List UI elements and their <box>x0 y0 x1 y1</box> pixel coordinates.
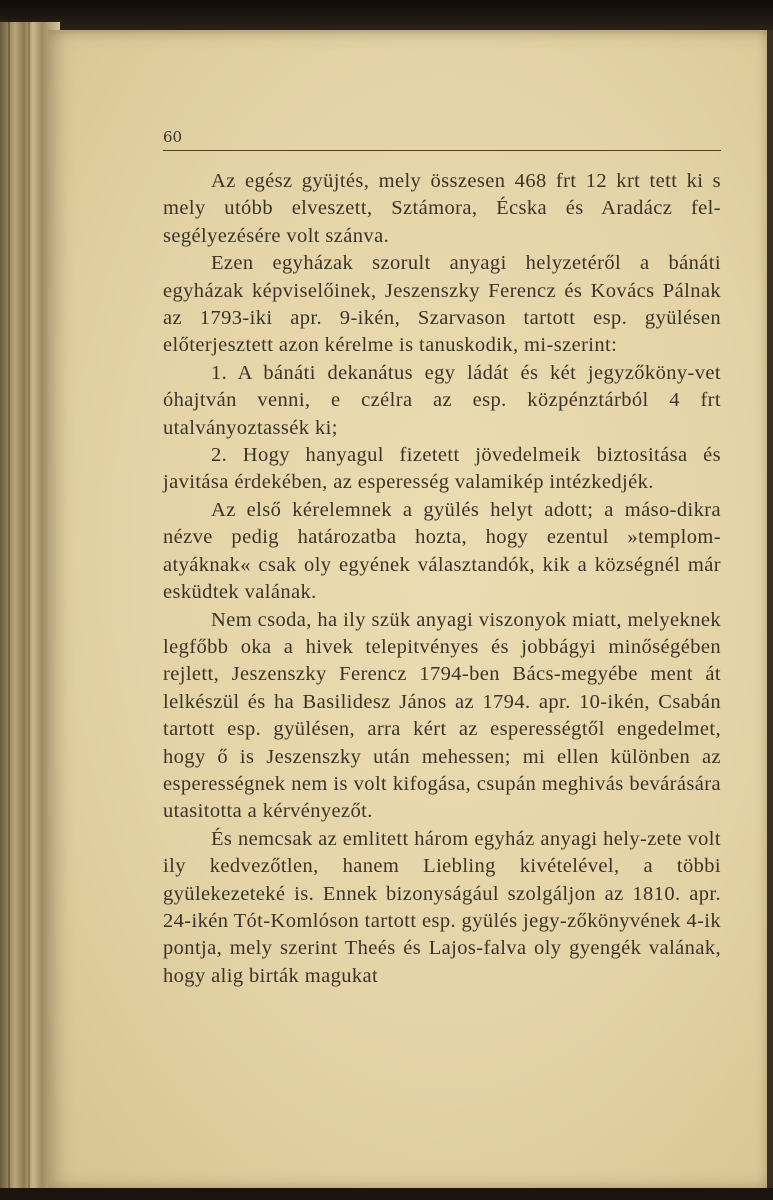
page-header <box>163 128 721 151</box>
paragraph: 1. A bánáti dekanátus egy ládát és két jegyzőköny-vet óhajtván venni, e czélra az esp. közpénztárból 4 frt utalványoztassék ki; <box>163 361 721 439</box>
paragraph: Az egész gyüjtés, mely összesen 468 frt 12 krt tett ki s mely utóbb elveszett, Sztámora, Écska és Aradácz fel-segélyezésére volt szánva. <box>163 170 721 247</box>
paragraph: Ezen egyházak szorult anyagi helyzetéről a bánáti egyházak képviselőinek, Jeszenszky Ferencz és Kovács Pálnak az 1793-iki apr. 9-ikén, Szarvason tartott esp. gyülésen előterjesztett azon kérelme is tanuskodik, mi-szerint: <box>163 252 721 357</box>
paragraph: 2. Hogy hanyagul fizetett jövedelmeik biztositása és javitása érdekében, az esperesség valamikép intézkedjék. <box>163 444 721 494</box>
body-text <box>163 168 721 990</box>
right-edge <box>767 30 773 1190</box>
page-number: 60 <box>163 128 183 146</box>
paragraph: És nemcsak az emlitett három egyház anyagi hely-zete volt ily kedvezőtlen, hanem Liebling kivételével, a többi gyülekezeteké is. Ennek bizonyságául szolgáljon az 1810. apr. 24-ikén Tót-Komlóson tartott esp. gyülés jegy-zőkönyvének 4-ik pontja, mely szerint Theés és Lajos-falva oly gyengék valának, hogy alig birták magukat <box>163 827 721 987</box>
paragraph: Az első kérelemnek a gyülés helyt adott; a máso-dikra nézve pedig határozatba hozta, hogy ezentul »templom-atyáknak« csak oly egyének választandók, kik a községnél már esküdtek valának. <box>163 498 721 604</box>
top-shadow <box>0 0 773 30</box>
paragraph: Nem csoda, ha ily szük anyagi viszonyok miatt, melyeknek legfőbb oka a hivek telepitvényes és jobbágyi minőségében rejlett, Jeszenszky Ferencz 1794-ben Bács-megyébe ment át lelkészül és ha Basilidesz János az 1794. apr. 10-ikén, Csabán tartott esp. gyülésen, arra kért az esperességtől engedelmet, hogy ő is Jeszenszky után mehessen; mi ellen különben az esperességnek nem is volt kifogása, csupán meghivás bevárására utasitotta a kérvényezőt. <box>163 608 721 823</box>
bottom-shadow <box>0 1188 773 1200</box>
